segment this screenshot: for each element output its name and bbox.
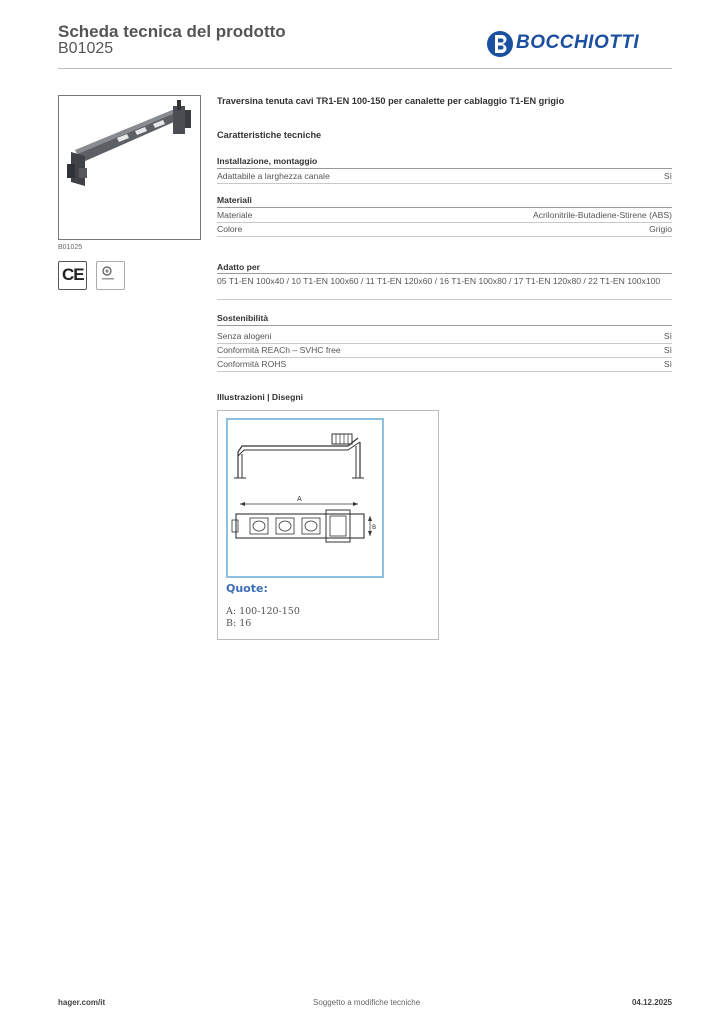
spec-row <box>217 331 672 343</box>
footer-website-link[interactable]: hager.com/it <box>58 998 106 1007</box>
illustrations-heading: Illustrazioni | Disegni <box>217 392 303 402</box>
dimension-b-label: B <box>372 524 377 531</box>
section-title-sostenibilita: Sostenibilità <box>217 313 269 323</box>
brand-name: BOCCHIOTTI <box>516 32 640 53</box>
ce-mark-icon: CE <box>58 261 87 290</box>
spec-label: Colore <box>217 224 243 234</box>
spec-row <box>217 359 672 371</box>
spec-value: Acrilonitrile-Butadiene-Stirene (ABS) <box>533 210 672 220</box>
spec-value: Sì <box>663 359 672 369</box>
spec-value: Sì <box>663 345 672 355</box>
spec-label: Conformità REACh – SVHC free <box>217 345 341 355</box>
product-code: B01025 <box>58 40 114 57</box>
section-title-adatto-per: Adatto per <box>217 262 260 272</box>
row-divider <box>217 236 672 237</box>
product-image-caption: B01025 <box>58 244 83 251</box>
quote-b: B: 16 <box>226 618 252 629</box>
section-divider <box>217 168 672 169</box>
spec-value: Sì <box>663 331 672 341</box>
footer-date: 04.12.2025 <box>631 998 672 1007</box>
spec-row <box>217 224 672 236</box>
spec-row <box>217 345 672 357</box>
section-title-installazione: Installazione, montaggio <box>217 156 318 166</box>
spec-row <box>217 171 672 183</box>
section-divider <box>217 273 672 274</box>
row-divider <box>217 343 672 344</box>
compatible-products: 05 T1-EN 100x40 / 10 T1-EN 100x60 / 11 T1-EN 120x60 / 16 T1-EN 100x80 / 17 T1-EN 120x80 / 22 T1-EN 100x100 <box>217 276 661 286</box>
spec-label: Conformità ROHS <box>217 359 287 369</box>
brand-logo-icon <box>486 28 514 60</box>
quote-title: Quote: <box>226 582 268 595</box>
technical-drawing <box>226 418 384 578</box>
spec-value: Grigio <box>649 224 672 234</box>
row-divider <box>217 299 672 300</box>
row-divider <box>217 357 672 358</box>
header-divider <box>58 68 672 69</box>
spec-label: Senza alogeni <box>217 331 272 341</box>
section-divider <box>217 207 672 208</box>
imq-mark-icon <box>96 261 125 290</box>
product-image <box>58 95 201 240</box>
spec-row <box>217 210 672 222</box>
spec-label: Materiale <box>217 210 253 220</box>
product-photo-icon <box>59 96 200 239</box>
row-divider <box>217 222 672 223</box>
row-divider <box>217 183 672 184</box>
brand-logo <box>486 28 668 60</box>
product-title: Traversina tenuta cavi TR1-EN 100-150 per canalette per cablaggio T1-EN grigio <box>217 96 565 106</box>
page-title: Scheda tecnica del prodotto <box>58 22 286 41</box>
section-divider <box>217 325 672 326</box>
footer-disclaimer: Soggetto a modifiche tecniche <box>313 998 421 1007</box>
row-divider <box>217 371 672 372</box>
technical-drawing-icon <box>228 420 382 576</box>
spec-label: Adattabile a larghezza canale <box>217 171 330 181</box>
section-title-materiali: Materiali <box>217 195 252 205</box>
dimension-a-label: A <box>297 495 302 503</box>
spec-value: Sì <box>663 171 672 181</box>
quote-a: A: 100-120-150 <box>226 606 300 617</box>
specs-heading: Caratteristiche tecniche <box>217 130 322 140</box>
